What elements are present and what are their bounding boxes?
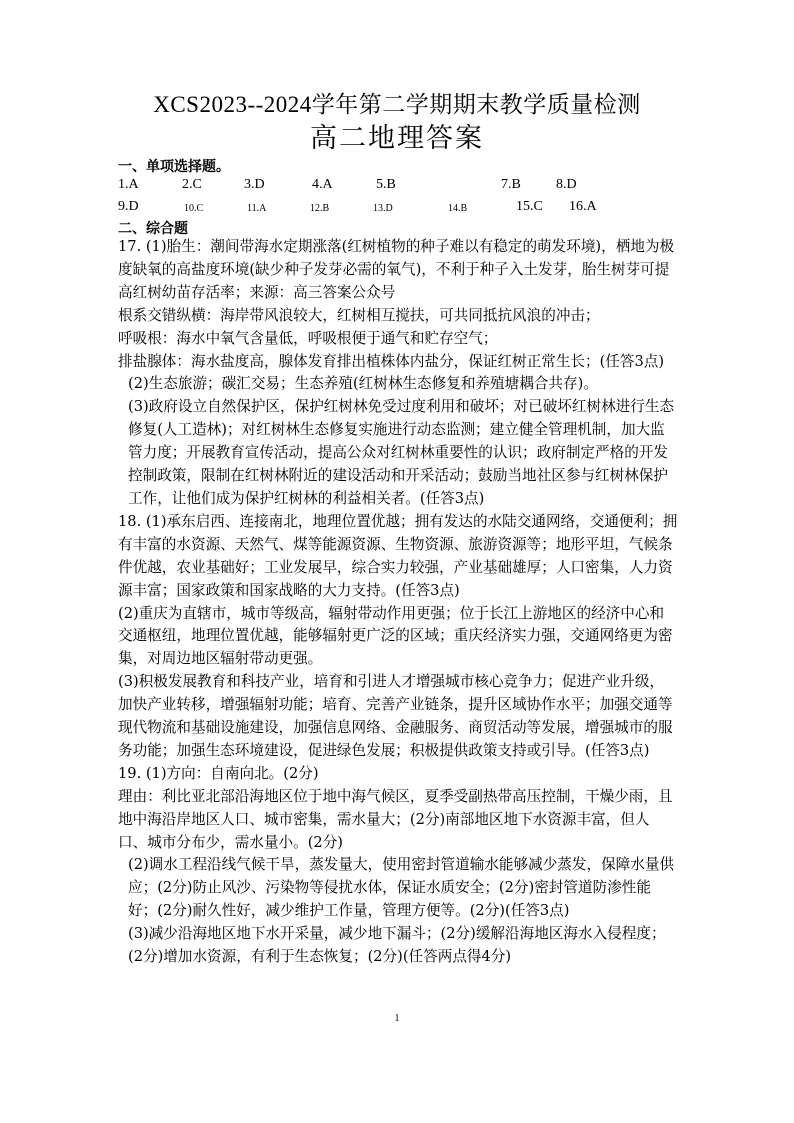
- answer-paragraph: (2)生态旅游；碳汇交易；生态养殖(红树林生态修复和养殖塘耦合共存)。: [128, 375, 598, 393]
- answer-item: 4.A: [312, 177, 333, 192]
- section-heading-choice: 一、单项选择题。: [118, 159, 230, 175]
- section-heading-comprehensive: 二、综合题: [118, 221, 188, 237]
- page-number: 1: [394, 1013, 400, 1024]
- answer-item: 1.A: [118, 177, 139, 192]
- answer-item: 7.B: [501, 177, 521, 192]
- answer-paragraph: (3)政府设立自然保护区，保护红树林免受过度利用和破坏；对已破坏红树林进行生态修复(人工造林)；对红树林生态修复实施进行动态监测；建立健全管理机制，加大监管力度；开展教育宣传活动，提高公众对红树林重要性的认识；政府制定严格的开发控制政策，限制在红树林附近的建设活动和开采活动；鼓励当地社区参与红树林保护工作，让他们成为保护红树林的利益相关者。(任答3点): [128, 398, 675, 507]
- answer-item: 11.A: [247, 203, 267, 214]
- answer-item: 15.C: [516, 199, 543, 214]
- answer-paragraph: (2)调水工程沿线气候干旱，蒸发量大，使用密封管道输水能够减少蒸发，保障水量供应；(2分)防止风沙、污染物等侵扰水体，保证水质安全；(2分)密封管道防渗性能好；(2分)耐久性好，减少维护工作量，管理方便等。(2分)(任答3点): [128, 856, 675, 920]
- answer-paragraph: (2)重庆为直辖市，城市等级高，辐射带动作用更强；位于长江上游地区的经济中心和交通枢纽，地理位置优越，能够辐射更广泛的区域；重庆经济实力强，交通网络更为密集，对周边地区辐射带动更强。: [118, 604, 673, 668]
- answer-item: 16.A: [569, 199, 597, 214]
- answer-item: 10.C: [184, 203, 204, 214]
- answer-paragraph: 19. (1)方向：自南向北。(2分): [118, 764, 319, 782]
- answer-paragraph: (3)减少沿海地区地下水开采量，减少地下漏斗；(2分)缓解沿海地区海水入侵程度；(2分)增加水资源，有利于生态恢复；(2分)(任答两点得4分): [128, 925, 666, 966]
- answer-paragraph: 理由：利比亚北部沿海地区位于地中海气候区，夏季受副热带高压控制，干燥少雨，且地中海沿岸地区人口、城市密集，需水量大；(2分)南部地区地下水资源丰富，但人口、城市分布少，需水量小。(2分): [118, 787, 673, 851]
- page-title: 高二地理答案: [310, 123, 484, 154]
- answer-paragraph: (3)积极发展教育和科技产业，培育和引进人才增强城市核心竞争力；促进产业升级，加快产业转移，增强辐射功能；培育、完善产业链条，提升区域协作水平；加强交通等现代物流和基础设施建设，加强信息网络、金融服务、商贸活动等发展，增强城市的服务功能；加强生态环境建设，促进绿色发展；积极提供政策支持或引导。(任答3点): [118, 673, 673, 759]
- exam-title: XCS2023--2024学年第二学期期末教学质量检测: [153, 92, 641, 117]
- answer-item: 2.C: [182, 177, 202, 192]
- answer-paragraph: 18. (1)承东启西、连接南北，地理位置优越；拥有发达的水陆交通网络，交通便利；拥有丰富的水资源、天然气、煤等能源资源、生物资源、旅游资源等；地形平坦，气候条件优越，农业基础好；工业发展早，综合实力较强，产业基础雄厚；人口密集，人力资源丰富；国家政策和国家战略的大力支持。(任答3点): [118, 512, 678, 599]
- answer-item: 14.B: [448, 203, 468, 214]
- answer-paragraph: 呼吸根：海水中氧气含量低，呼吸根便于通气和贮存空气；: [118, 329, 498, 347]
- answer-item: 3.D: [244, 177, 265, 192]
- answer-paragraph: 根系交错纵横：海岸带风浪较大，红树相互搅扶，可共同抵抗风浪的冲击；: [118, 306, 600, 324]
- answer-item: 12.B: [310, 203, 330, 214]
- answer-paragraph: 17. (1)胎生：潮间带海水定期涨落(红树植物的种子难以有稳定的萌发环境)，栖地为极度缺氧的高盐度环境(缺少种子发芽必需的氧气)，不利于种子入土发芽，胎生树芽可提高红树幼苗存活率；来源：高三答案公众号: [118, 238, 675, 301]
- answer-body: [118, 236, 678, 969]
- answer-item: 9.D: [118, 199, 139, 214]
- answer-item: 5.B: [376, 177, 396, 192]
- answer-item: 8.D: [556, 177, 577, 192]
- answer-item: 13.D: [373, 203, 393, 214]
- answer-paragraph: 排盐腺体：海水盐度高，腺体发育排出植株体内盐分，保证红树正常生长；(任答3点): [118, 352, 665, 370]
